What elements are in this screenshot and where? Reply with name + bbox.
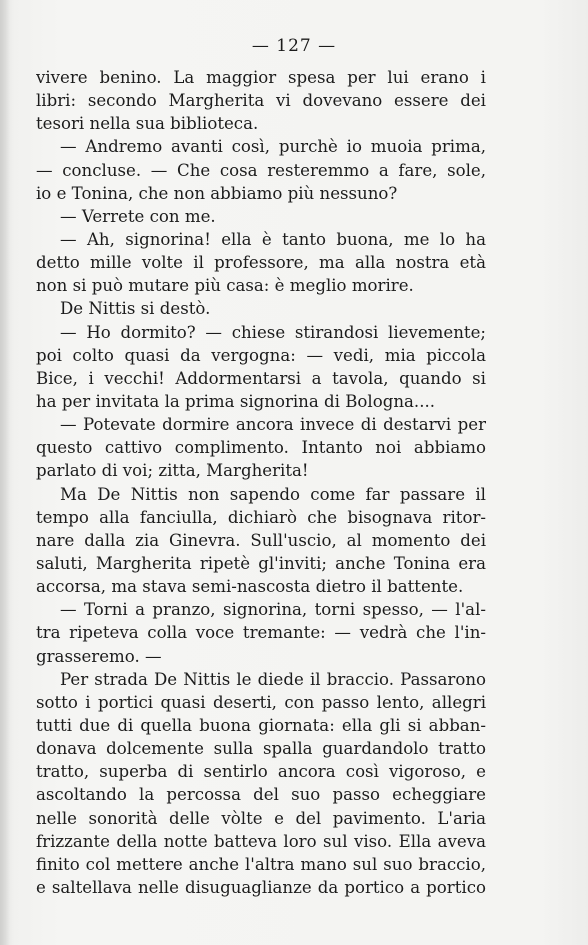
text-line: — Ho dormito? — chiese stirandosi lievemente; <box>60 322 486 342</box>
text-line: tratto, superba di sentirlo ancora così vigoroso, e <box>36 762 486 782</box>
text-line: e saltellava nelle disuguaglianze da portico a portico <box>36 877 486 897</box>
text-line: — concluse. — Che cosa resteremmo a fare, sole, <box>36 160 486 180</box>
text-line: — Andremo avanti così, purchè io muoia prima, <box>60 137 486 157</box>
text-line: Ma De Nittis non sapendo come far passare il <box>60 484 486 504</box>
page-number-header: — 127 — <box>251 36 337 56</box>
text-line: libri: secondo Margherita vi dovevano essere dei <box>36 91 486 111</box>
text-line: tesori nella sua biblioteca. <box>36 114 259 134</box>
text-line: De Nittis si destò. <box>60 299 211 319</box>
text-line: io e Tonina, che non abbiamo più nessuno? <box>36 183 398 203</box>
text-line: Per strada De Nittis le diede il braccio. Passarono <box>60 669 486 689</box>
text-line: sotto i portici quasi deserti, con passo lento, allegri <box>36 692 486 712</box>
text-line: donava dolcemente sulla spalla guardandolo tratto <box>36 739 486 759</box>
text-line: parlato di voi; zitta, Margherita! <box>36 461 309 481</box>
text-line: ha per invitata la prima signorina di Bologna.... <box>36 391 436 411</box>
text-line: questo cattivo complimento. Intanto noi abbiamo <box>36 438 486 458</box>
text-line: nelle sonorità delle vòlte e del pavimento. L'aria <box>36 808 486 828</box>
text-line: detto mille volte il professore, ma alla nostra età <box>36 253 486 273</box>
text-line: vivere benino. La maggior spesa per lui erano i <box>36 68 486 87</box>
text-line: frizzante della notte batteva loro sul viso. Ella aveva <box>36 831 486 851</box>
text-line: tra ripeteva colla voce tremante: — vedrà che l'in- <box>36 623 486 643</box>
text-line: ascoltando la percossa del suo passo echeggiare <box>36 785 486 805</box>
text-line: — Ah, signorina! ella è tanto buona, me lo ha <box>60 229 486 249</box>
page-gutter-shadow <box>0 0 10 945</box>
body-text <box>36 66 486 899</box>
text-line: non si può mutare più casa: è meglio morire. <box>36 276 414 296</box>
text-line: tempo alla fanciulla, dichiarò che bisognava ritor- <box>36 507 486 527</box>
text-line: finito col mettere anche l'altra mano sul suo braccio, <box>36 854 486 874</box>
text-line: — Verrete con me. <box>60 206 216 226</box>
text-line: grasseremo. — <box>36 646 162 666</box>
text-line: — Potevate dormire ancora invece di destarvi per <box>60 415 486 435</box>
text-line: saluti, Margherita ripetè gl'inviti; anche Tonina era <box>36 553 486 573</box>
text-line: tutti due di quella buona giornata: ella gli si abban- <box>36 715 486 735</box>
text-line: poi colto quasi da vergogna: — vedi, mia piccola <box>36 345 486 365</box>
text-line: nare dalla zia Ginevra. Sull'uscio, al momento dei <box>36 530 486 550</box>
text-line: — Torni a pranzo, signorina, torni spesso, — l'al- <box>60 600 486 620</box>
text-line: Bice, i vecchi! Addormentarsi a tavola, quando si <box>36 368 486 388</box>
text-line: accorsa, ma stava semi-nascosta dietro il battente. <box>36 577 464 597</box>
